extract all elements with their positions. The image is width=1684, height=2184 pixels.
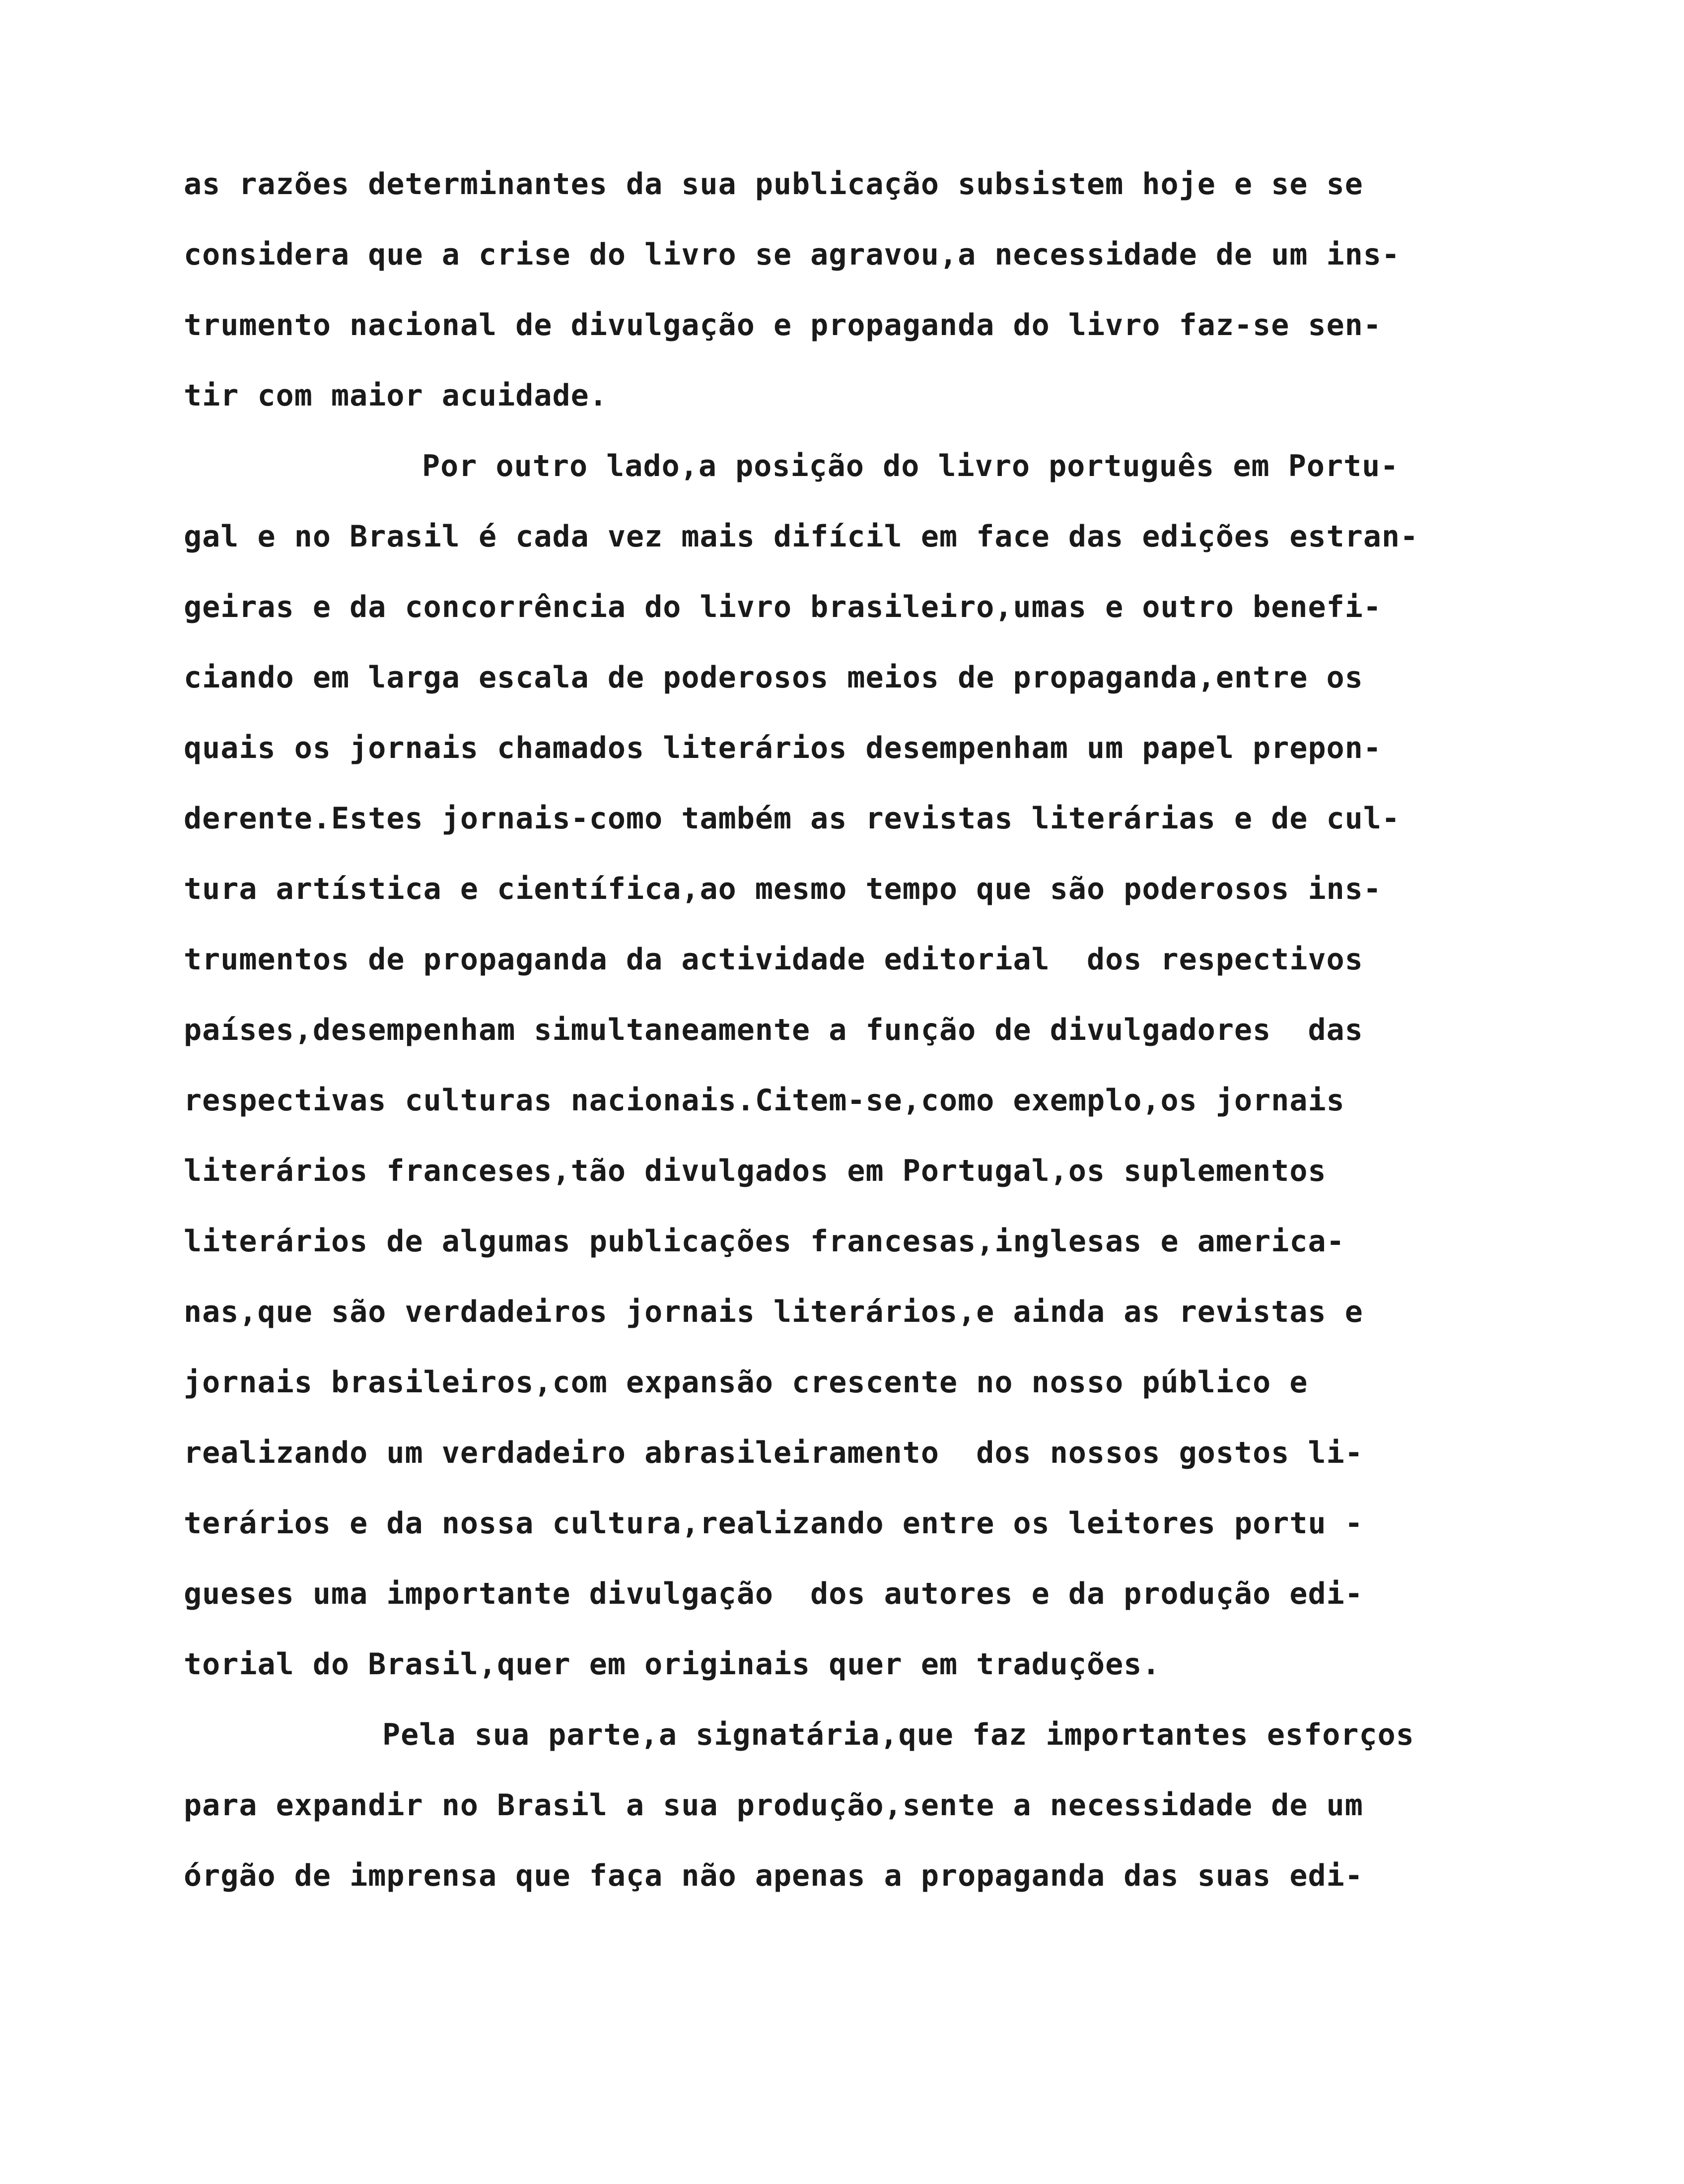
paragraph-2	[184, 431, 1524, 1700]
text-line: geiras e da concorrência do livro brasileiro,umas e outro benefi-	[184, 590, 1382, 624]
text-line: países,desempenham simultaneamente a função de divulgadores das	[184, 1013, 1363, 1047]
text-line: considera que a crise do livro se agravou,a necessidade de um ins-	[184, 237, 1401, 272]
text-line: tura artística e científica,ao mesmo tempo que são poderosos ins-	[184, 872, 1382, 906]
text-line: órgão de imprensa que faça não apenas a propaganda das suas edi-	[184, 1858, 1363, 1893]
text-line: literários de algumas publicações francesas,inglesas e america-	[184, 1224, 1345, 1259]
text-line: tir com maior acuidade.	[184, 378, 608, 413]
text-line: realizando um verdadeiro abrasileiramento dos nossos gostos li-	[184, 1435, 1363, 1470]
typescript-body	[184, 149, 1524, 1911]
text-line: Pela sua parte,a signatária,que faz importantes esforços	[382, 1717, 1414, 1752]
paragraph-1	[184, 149, 1524, 431]
text-line: trumento nacional de divulgação e propaganda do livro faz-se sen-	[184, 308, 1382, 342]
text-line: Por outro lado,a posição do livro português em Portu-	[422, 449, 1399, 483]
text-line: jornais brasileiros,com expansão crescente no nosso público e	[184, 1365, 1308, 1400]
text-line: gueses uma importante divulgação dos autores e da produção edi-	[184, 1576, 1363, 1611]
text-line: trumentos de propaganda da actividade editorial dos respectivos	[184, 942, 1363, 977]
text-line: quais os jornais chamados literários desempenham um papel prepon-	[184, 731, 1382, 765]
text-line: terários e da nossa cultura,realizando entre os leitores portu -	[184, 1506, 1363, 1541]
text-line: ciando em larga escala de poderosos meios de propaganda,entre os	[184, 660, 1363, 695]
text-line: torial do Brasil,quer em originais quer em traduções.	[184, 1647, 1161, 1682]
text-line: respectivas culturas nacionais.Citem-se,como exemplo,os jornais	[184, 1083, 1345, 1118]
text-line: gal e no Brasil é cada vez mais difícil em face das edições estran-	[184, 519, 1419, 554]
text-line: para expandir no Brasil a sua produção,sente a necessidade de um	[184, 1788, 1363, 1823]
text-line: nas,que são verdadeiros jornais literários,e ainda as revistas e	[184, 1295, 1363, 1329]
paragraph-3	[184, 1700, 1524, 1911]
text-line: as razões determinantes da sua publicação subsistem hoje e se se	[184, 167, 1363, 202]
text-line: derente.Estes jornais-como também as revistas literárias e de cul-	[184, 801, 1401, 836]
text-line: literários franceses,tão divulgados em Portugal,os suplementos	[184, 1154, 1327, 1188]
